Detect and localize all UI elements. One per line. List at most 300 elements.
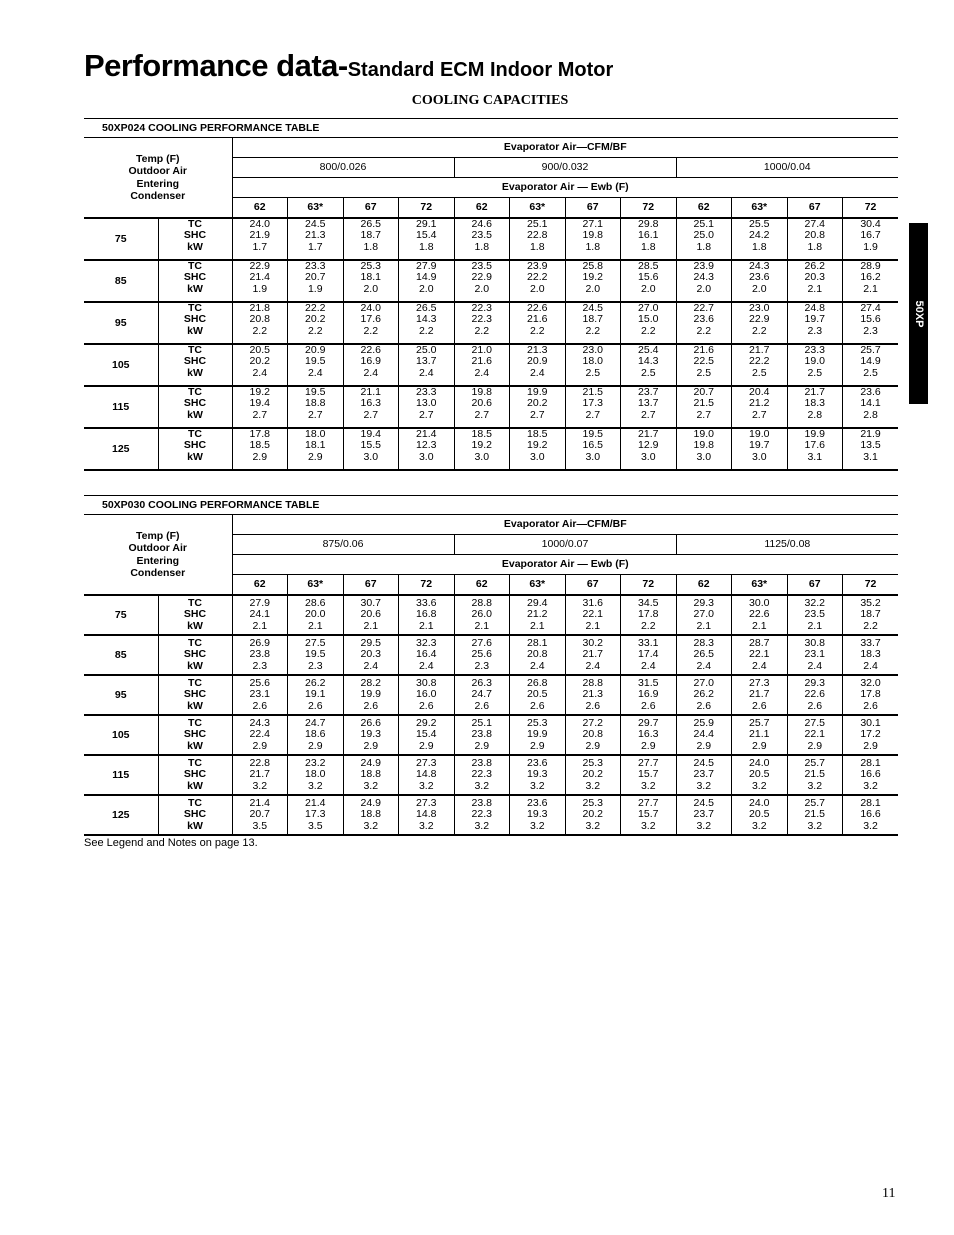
shc-value: 16.9 bbox=[360, 355, 381, 368]
shc-value: 21.2 bbox=[749, 397, 770, 410]
shc-value: 23.8 bbox=[249, 648, 270, 661]
kw-value: 2.9 bbox=[418, 739, 434, 752]
value-cell bbox=[288, 595, 344, 635]
row-labels bbox=[158, 386, 232, 428]
kw-value: 3.1 bbox=[807, 450, 823, 463]
value-cell bbox=[399, 635, 455, 675]
tc-value: 19.4 bbox=[360, 427, 381, 440]
value-cell bbox=[343, 675, 399, 715]
tc-value: 24.5 bbox=[693, 756, 714, 769]
value-cell bbox=[621, 260, 677, 302]
value-cell bbox=[454, 795, 510, 835]
tc-value: 23.8 bbox=[471, 796, 492, 809]
kw-value: 2.0 bbox=[418, 282, 434, 295]
shc-value: 15.5 bbox=[360, 439, 381, 452]
kw-value: 3.2 bbox=[863, 779, 878, 792]
value-cell bbox=[565, 218, 621, 260]
value-cell bbox=[621, 795, 677, 835]
shc-value: 22.2 bbox=[527, 271, 548, 284]
value-cell bbox=[288, 302, 344, 344]
ewb-column-header: 63* bbox=[732, 575, 788, 596]
value-cell bbox=[510, 795, 566, 835]
row-label: kW bbox=[187, 408, 203, 421]
value-cell bbox=[232, 715, 288, 755]
value-cell bbox=[288, 635, 344, 675]
shc-value: 12.3 bbox=[416, 439, 437, 452]
row-label: SHC bbox=[183, 439, 207, 452]
shc-value: 19.4 bbox=[249, 397, 270, 410]
kw-value: 2.4 bbox=[474, 366, 490, 379]
value-cell bbox=[399, 795, 455, 835]
shc-value: 22.6 bbox=[749, 608, 770, 621]
shc-value: 26.2 bbox=[693, 688, 714, 701]
value-cell bbox=[732, 675, 788, 715]
row-label: TC bbox=[188, 385, 202, 398]
value-cell bbox=[676, 260, 732, 302]
kw-value: 3.0 bbox=[529, 450, 545, 463]
value-cell bbox=[288, 344, 344, 386]
tc-value: 23.9 bbox=[527, 259, 548, 272]
value-cell bbox=[565, 302, 621, 344]
tc-value: 20.7 bbox=[693, 385, 714, 398]
shc-value: 16.9 bbox=[638, 688, 659, 701]
shc-value: 23.1 bbox=[249, 688, 270, 701]
row-label: TC bbox=[188, 427, 202, 440]
shc-value: 22.9 bbox=[471, 271, 492, 284]
value-cell bbox=[732, 595, 788, 635]
row-temp: 95 bbox=[84, 675, 158, 715]
value-cell bbox=[787, 595, 843, 635]
value-cell bbox=[399, 755, 455, 795]
kw-value: 2.7 bbox=[418, 408, 434, 421]
value-cell bbox=[343, 218, 399, 260]
value-cell bbox=[399, 302, 455, 344]
kw-value: 2.9 bbox=[585, 739, 601, 752]
kw-value: 3.0 bbox=[363, 450, 379, 463]
tc-value: 23.9 bbox=[693, 259, 714, 272]
kw-value: 3.2 bbox=[585, 779, 601, 792]
row-label: SHC bbox=[183, 355, 207, 368]
tc-value: 24.0 bbox=[360, 301, 381, 314]
shc-value: 22.2 bbox=[749, 355, 770, 368]
row-labels bbox=[158, 595, 232, 635]
temp-header-line: Entering bbox=[136, 554, 180, 567]
tc-value: 18.5 bbox=[471, 427, 492, 440]
shc-value: 22.6 bbox=[804, 688, 825, 701]
kw-value: 1.8 bbox=[751, 240, 767, 253]
tc-value: 25.7 bbox=[804, 796, 825, 809]
value-cell bbox=[621, 428, 677, 470]
table-row bbox=[84, 715, 898, 755]
kw-value: 3.0 bbox=[751, 450, 767, 463]
value-cell bbox=[676, 715, 732, 755]
kw-value: 3.5 bbox=[307, 819, 323, 832]
kw-value: 2.9 bbox=[807, 739, 823, 752]
shc-value: 14.8 bbox=[416, 808, 437, 821]
shc-value: 21.7 bbox=[749, 688, 770, 701]
shc-value: 26.5 bbox=[693, 648, 714, 661]
kw-value: 2.6 bbox=[529, 699, 545, 712]
tc-value: 18.5 bbox=[527, 427, 548, 440]
row-temp: 125 bbox=[84, 428, 158, 470]
tc-value: 32.0 bbox=[860, 676, 881, 689]
tc-value: 19.0 bbox=[693, 427, 714, 440]
ewb-column-header: 63* bbox=[288, 198, 344, 219]
shc-value: 20.2 bbox=[527, 397, 548, 410]
value-cell bbox=[787, 635, 843, 675]
kw-value: 2.2 bbox=[640, 324, 656, 337]
ewb-column-header: 62 bbox=[454, 198, 510, 219]
kw-value: 2.9 bbox=[307, 739, 323, 752]
shc-value: 19.1 bbox=[305, 688, 326, 701]
tc-value: 30.8 bbox=[416, 676, 437, 689]
kw-value: 2.3 bbox=[252, 659, 268, 672]
row-label: TC bbox=[188, 343, 202, 356]
shc-value: 22.1 bbox=[749, 648, 770, 661]
kw-value: 3.2 bbox=[363, 779, 379, 792]
tc-value: 34.5 bbox=[638, 596, 659, 609]
value-cell bbox=[676, 755, 732, 795]
table-row bbox=[84, 302, 898, 344]
shc-value: 15.0 bbox=[638, 313, 659, 326]
kw-value: 2.2 bbox=[307, 324, 323, 337]
row-label: TC bbox=[188, 301, 202, 314]
ewb-column-header: 67 bbox=[343, 198, 399, 219]
shc-value: 17.4 bbox=[638, 648, 659, 661]
value-cell bbox=[232, 675, 288, 715]
page-title-main: Performance data- bbox=[84, 48, 348, 83]
tc-value: 19.5 bbox=[305, 385, 326, 398]
row-label: TC bbox=[188, 756, 202, 769]
value-cell bbox=[232, 218, 288, 260]
value-cell bbox=[454, 386, 510, 428]
shc-value: 15.7 bbox=[638, 808, 659, 821]
value-cell bbox=[565, 715, 621, 755]
kw-value: 2.4 bbox=[252, 366, 268, 379]
table-row bbox=[84, 428, 898, 470]
value-cell bbox=[565, 675, 621, 715]
row-label: kW bbox=[187, 739, 203, 752]
kw-value: 2.9 bbox=[640, 739, 656, 752]
kw-value: 2.9 bbox=[363, 739, 379, 752]
tc-value: 28.8 bbox=[471, 596, 492, 609]
value-cell bbox=[787, 386, 843, 428]
kw-value: 2.5 bbox=[751, 366, 767, 379]
tc-value: 24.0 bbox=[249, 217, 270, 230]
shc-value: 18.8 bbox=[360, 808, 381, 821]
tc-value: 23.5 bbox=[471, 259, 492, 272]
tc-value: 29.8 bbox=[638, 217, 659, 230]
tc-value: 25.7 bbox=[804, 756, 825, 769]
kw-value: 2.7 bbox=[252, 408, 268, 421]
tc-value: 28.3 bbox=[693, 636, 714, 649]
shc-value: 18.7 bbox=[360, 229, 381, 242]
ewb-header: Evaporator Air — Ewb (F) bbox=[232, 555, 898, 575]
value-cell bbox=[343, 635, 399, 675]
kw-value: 2.4 bbox=[529, 366, 545, 379]
kw-value: 2.0 bbox=[640, 282, 656, 295]
temp-header-line: Outdoor Air bbox=[128, 165, 188, 177]
temp-header-line: Temp (F) bbox=[135, 529, 180, 542]
kw-value: 2.1 bbox=[474, 619, 490, 632]
shc-value: 19.7 bbox=[749, 439, 770, 452]
kw-value: 2.0 bbox=[585, 282, 601, 295]
kw-value: 2.6 bbox=[696, 699, 712, 712]
tc-value: 24.3 bbox=[249, 716, 270, 729]
kw-value: 2.2 bbox=[751, 324, 767, 337]
shc-value: 16.6 bbox=[860, 808, 881, 821]
value-cell bbox=[843, 635, 899, 675]
tc-value: 27.5 bbox=[305, 636, 326, 649]
shc-value: 20.2 bbox=[582, 768, 603, 781]
row-label: kW bbox=[187, 324, 203, 337]
tc-value: 23.6 bbox=[527, 756, 548, 769]
tc-value: 21.8 bbox=[249, 301, 270, 314]
value-cell bbox=[843, 595, 899, 635]
shc-value: 17.3 bbox=[582, 397, 603, 410]
tc-value: 22.3 bbox=[471, 301, 492, 314]
shc-value: 13.5 bbox=[860, 439, 881, 452]
row-label: kW bbox=[187, 659, 203, 672]
value-cell bbox=[343, 755, 399, 795]
value-cell bbox=[343, 344, 399, 386]
ewb-column-header: 67 bbox=[787, 198, 843, 219]
shc-value: 15.6 bbox=[860, 313, 881, 326]
value-cell bbox=[288, 795, 344, 835]
value-cell bbox=[288, 260, 344, 302]
value-cell bbox=[343, 795, 399, 835]
kw-value: 2.4 bbox=[807, 659, 823, 672]
kw-value: 2.0 bbox=[696, 282, 712, 295]
tc-value: 23.3 bbox=[305, 259, 326, 272]
temp-header-line: Temp (F) bbox=[135, 152, 180, 165]
kw-value: 2.7 bbox=[363, 408, 379, 421]
value-cell bbox=[343, 715, 399, 755]
kw-value: 2.2 bbox=[252, 324, 268, 337]
kw-value: 2.4 bbox=[363, 366, 379, 379]
value-cell bbox=[565, 635, 621, 675]
shc-value: 19.5 bbox=[305, 355, 326, 368]
shc-value: 23.7 bbox=[693, 808, 714, 821]
value-cell bbox=[787, 795, 843, 835]
ewb-column-header: 63* bbox=[510, 198, 566, 219]
shc-value: 23.6 bbox=[749, 271, 770, 284]
shc-value: 21.5 bbox=[804, 768, 825, 781]
kw-value: 2.3 bbox=[474, 659, 490, 672]
ewb-header: Evaporator Air — Ewb (F) bbox=[232, 178, 898, 198]
tc-value: 27.7 bbox=[638, 756, 659, 769]
value-cell bbox=[843, 675, 899, 715]
kw-value: 2.4 bbox=[863, 659, 878, 672]
value-cell bbox=[732, 302, 788, 344]
value-cell bbox=[621, 344, 677, 386]
shc-value: 21.9 bbox=[249, 229, 270, 242]
tc-value: 22.2 bbox=[305, 301, 326, 314]
table-row bbox=[84, 386, 898, 428]
kw-value: 2.4 bbox=[585, 659, 601, 672]
table-caption: 50XP030 COOLING PERFORMANCE TABLE bbox=[84, 496, 898, 515]
shc-value: 18.1 bbox=[305, 439, 326, 452]
tc-value: 19.5 bbox=[582, 427, 603, 440]
value-cell bbox=[843, 755, 899, 795]
shc-value: 18.3 bbox=[860, 648, 881, 661]
tc-value: 19.8 bbox=[471, 385, 492, 398]
tc-value: 27.4 bbox=[804, 217, 825, 230]
kw-value: 2.0 bbox=[363, 282, 379, 295]
value-cell bbox=[732, 635, 788, 675]
temp-header-line: Entering bbox=[136, 177, 180, 190]
shc-value: 18.3 bbox=[804, 397, 825, 410]
tc-value: 27.4 bbox=[860, 301, 881, 314]
kw-value: 2.7 bbox=[307, 408, 323, 421]
tc-value: 21.5 bbox=[582, 385, 603, 398]
value-cell bbox=[232, 260, 288, 302]
row-label: SHC bbox=[183, 808, 207, 821]
tc-value: 28.6 bbox=[305, 596, 326, 609]
kw-value: 1.9 bbox=[252, 282, 268, 295]
shc-value: 19.0 bbox=[804, 355, 825, 368]
tc-value: 23.3 bbox=[804, 343, 825, 356]
value-cell bbox=[565, 755, 621, 795]
tc-value: 22.6 bbox=[527, 301, 548, 314]
shc-value: 23.6 bbox=[693, 313, 714, 326]
shc-value: 14.9 bbox=[416, 271, 437, 284]
shc-value: 21.7 bbox=[249, 768, 270, 781]
value-cell bbox=[676, 675, 732, 715]
shc-value: 14.3 bbox=[416, 313, 437, 326]
evap-cfm-header: Evaporator Air—CFM/BF bbox=[232, 138, 898, 158]
value-cell bbox=[676, 218, 732, 260]
shc-value: 16.6 bbox=[860, 768, 881, 781]
tc-value: 26.3 bbox=[471, 676, 492, 689]
kw-value: 3.2 bbox=[529, 819, 545, 832]
value-cell bbox=[676, 635, 732, 675]
kw-value: 1.8 bbox=[585, 240, 601, 253]
kw-value: 2.4 bbox=[418, 659, 434, 672]
evap-cfm-header: Evaporator Air—CFM/BF bbox=[232, 515, 898, 535]
shc-value: 20.8 bbox=[249, 313, 270, 326]
kw-value: 2.1 bbox=[585, 619, 601, 632]
value-cell bbox=[399, 260, 455, 302]
kw-value: 1.9 bbox=[863, 240, 878, 253]
row-label: kW bbox=[187, 450, 203, 463]
tc-value: 30.8 bbox=[804, 636, 825, 649]
kw-value: 2.8 bbox=[807, 408, 823, 421]
value-cell bbox=[787, 260, 843, 302]
tc-value: 17.8 bbox=[249, 427, 270, 440]
kw-value: 3.2 bbox=[751, 819, 767, 832]
kw-value: 2.8 bbox=[863, 408, 878, 421]
value-cell bbox=[732, 386, 788, 428]
kw-value: 2.6 bbox=[363, 699, 379, 712]
value-cell bbox=[399, 386, 455, 428]
tc-value: 25.8 bbox=[582, 259, 603, 272]
kw-value: 2.0 bbox=[751, 282, 767, 295]
table-caption: 50XP024 COOLING PERFORMANCE TABLE bbox=[84, 119, 898, 138]
tc-value: 26.5 bbox=[416, 301, 437, 314]
tc-value: 28.5 bbox=[638, 259, 659, 272]
value-cell bbox=[787, 428, 843, 470]
tc-value: 32.3 bbox=[416, 636, 437, 649]
value-cell bbox=[843, 428, 899, 470]
value-cell bbox=[787, 755, 843, 795]
shc-value: 21.7 bbox=[582, 648, 603, 661]
shc-value: 17.3 bbox=[305, 808, 326, 821]
ewb-column-header: 62 bbox=[232, 575, 288, 596]
kw-value: 2.1 bbox=[418, 619, 434, 632]
tc-value: 20.5 bbox=[249, 343, 270, 356]
ewb-column-header: 67 bbox=[787, 575, 843, 596]
row-label: TC bbox=[188, 217, 202, 230]
shc-value: 20.5 bbox=[749, 808, 770, 821]
kw-value: 2.6 bbox=[585, 699, 601, 712]
tc-value: 18.0 bbox=[305, 427, 326, 440]
kw-value: 3.2 bbox=[751, 779, 767, 792]
row-label: kW bbox=[187, 699, 203, 712]
tc-value: 24.5 bbox=[693, 796, 714, 809]
shc-value: 16.8 bbox=[416, 608, 437, 621]
table-row bbox=[84, 218, 898, 260]
shc-value: 21.3 bbox=[582, 688, 603, 701]
kw-value: 1.7 bbox=[252, 240, 268, 253]
kw-value: 1.8 bbox=[418, 240, 434, 253]
value-cell bbox=[621, 386, 677, 428]
value-cell bbox=[399, 675, 455, 715]
shc-value: 16.3 bbox=[360, 397, 381, 410]
shc-value: 16.2 bbox=[860, 271, 881, 284]
shc-value: 24.4 bbox=[693, 728, 714, 741]
shc-value: 24.3 bbox=[693, 271, 714, 284]
row-labels bbox=[158, 795, 232, 835]
ewb-column-header: 72 bbox=[621, 575, 677, 596]
row-labels bbox=[158, 755, 232, 795]
value-cell bbox=[399, 595, 455, 635]
row-label: SHC bbox=[183, 229, 207, 242]
table-row bbox=[84, 675, 898, 715]
shc-value: 22.4 bbox=[249, 728, 270, 741]
shc-value: 16.7 bbox=[860, 229, 881, 242]
value-cell bbox=[676, 428, 732, 470]
table-row bbox=[84, 795, 898, 835]
shc-value: 20.0 bbox=[305, 608, 326, 621]
shc-value: 20.8 bbox=[582, 728, 603, 741]
value-cell bbox=[621, 218, 677, 260]
tc-value: 25.3 bbox=[582, 756, 603, 769]
tc-value: 32.2 bbox=[804, 596, 825, 609]
value-cell bbox=[732, 260, 788, 302]
value-cell bbox=[510, 715, 566, 755]
shc-value: 18.6 bbox=[305, 728, 326, 741]
value-cell bbox=[676, 386, 732, 428]
value-cell bbox=[510, 635, 566, 675]
tc-value: 28.2 bbox=[360, 676, 381, 689]
tc-value: 29.3 bbox=[804, 676, 825, 689]
shc-value: 18.0 bbox=[305, 768, 326, 781]
shc-value: 23.5 bbox=[471, 229, 492, 242]
tc-value: 22.9 bbox=[249, 259, 270, 272]
row-labels bbox=[158, 260, 232, 302]
table-row bbox=[84, 344, 898, 386]
tc-value: 23.0 bbox=[582, 343, 603, 356]
shc-value: 23.7 bbox=[693, 768, 714, 781]
tc-value: 23.6 bbox=[527, 796, 548, 809]
row-label: SHC bbox=[183, 688, 207, 701]
tc-value: 24.0 bbox=[749, 796, 770, 809]
tc-value: 30.4 bbox=[860, 217, 881, 230]
kw-value: 2.3 bbox=[863, 324, 878, 337]
shc-value: 18.8 bbox=[360, 768, 381, 781]
value-cell bbox=[621, 755, 677, 795]
